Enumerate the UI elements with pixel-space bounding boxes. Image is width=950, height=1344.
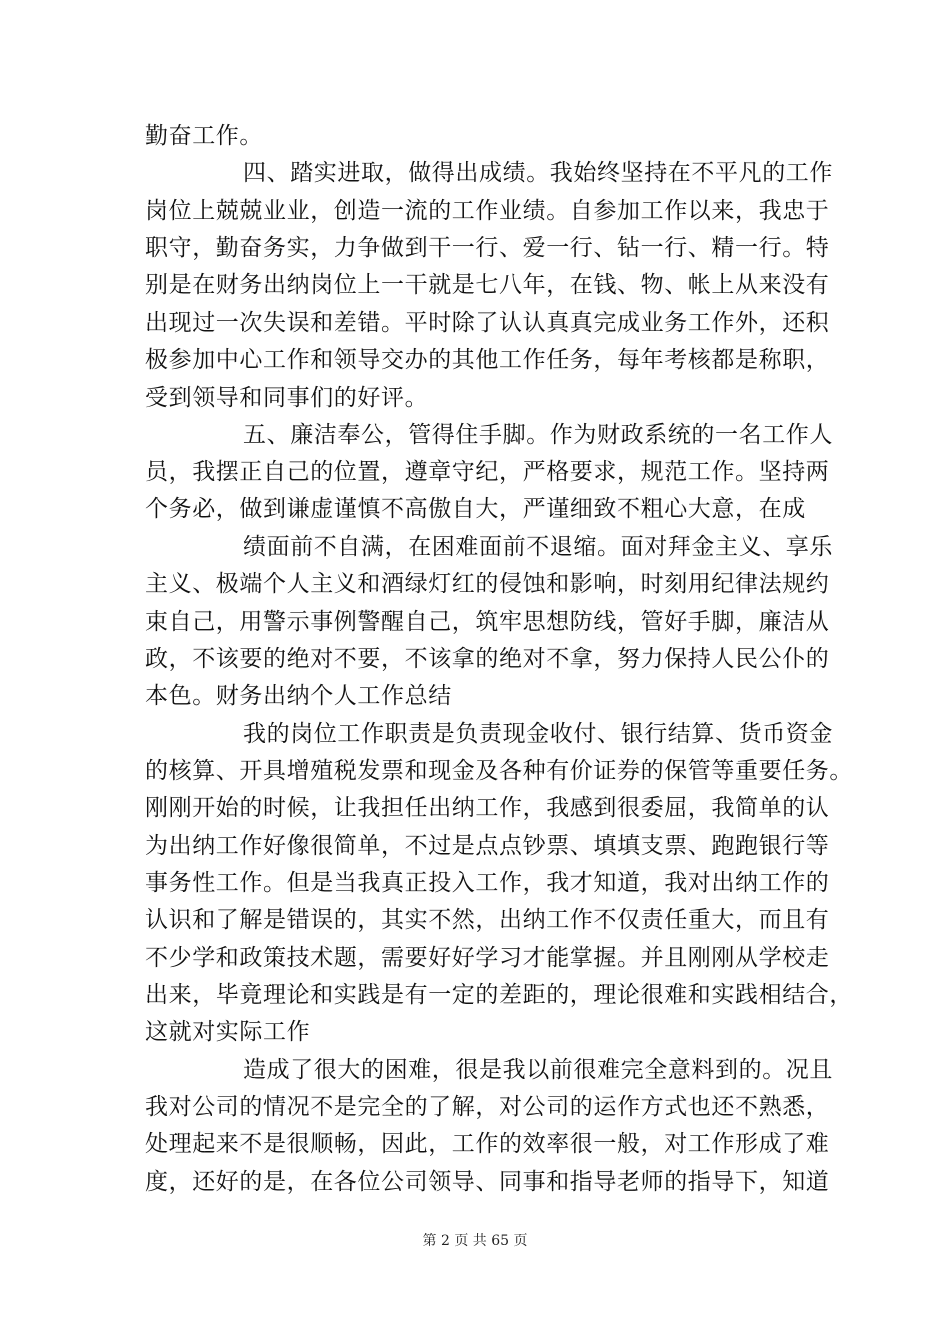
text-line: 主义、极端个人主义和酒绿灯红的侵蚀和影响，时刻用纪律法规约: [145, 571, 830, 597]
footer-prefix: 第: [422, 1233, 437, 1249]
text-line: 员，我摆正自己的位置，遵章守纪，严格要求，规范工作。坚持两: [145, 459, 830, 485]
text-line: 本色。财务出纳个人工作总结: [145, 683, 452, 709]
text-line: 职守，勤奋务实，力争做到干一行、爱一行、钻一行、精一行。特: [145, 235, 830, 261]
text-line: 认识和了解是错误的，其实不然，出纳工作不仅责任重大，而且有: [145, 907, 830, 933]
text-line: 度，还好的是，在各位公司领导、同事和指导老师的指导下，知道: [145, 1169, 830, 1195]
text-line: 绩面前不自满，在困难面前不退缩。面对拜金主义、享乐: [243, 534, 833, 560]
text-line: 勤奋工作。: [145, 123, 263, 149]
text-line: 出现过一次失误和差错。平时除了认认真真完成业务工作外，还积: [145, 310, 830, 336]
text-line: 束自己，用警示事例警醒自己，筑牢思想防线，管好手脚，廉洁从: [145, 609, 830, 635]
text-line: 处理起来不是很顺畅，因此，工作的效率很一般，对工作形成了难: [145, 1131, 830, 1157]
text-line: 别是在财务出纳岗位上一干就是七八年，在钱、物、帐上从来没有: [145, 272, 830, 298]
footer-suffix: 页: [513, 1233, 528, 1249]
text-line: 我的岗位工作职责是负责现金收付、银行结算、货币资金: [243, 721, 833, 747]
text-line: 个务必，做到谦虚谨慎不高傲自大，严谨细致不粗心大意，在成: [145, 496, 806, 522]
total-pages-number: 65: [491, 1233, 510, 1249]
footer-middle: 页 共: [454, 1233, 487, 1249]
text-line: 这就对实际工作: [145, 1019, 311, 1045]
text-line: 四、踏实进取，做得出成绩。我始终坚持在不平凡的工作: [243, 160, 833, 186]
text-line: 我对公司的情况不是完全的了解，对公司的运作方式也还不熟悉，: [145, 1094, 830, 1120]
text-line: 五、廉洁奉公，管得住手脚。作为财政系统的一名工作人: [243, 422, 833, 448]
text-line: 不少学和政策技术题，需要好好学习才能掌握。并且刚刚从学校走: [145, 945, 830, 971]
text-line: 极参加中心工作和领导交办的其他工作任务，每年考核都是称职，: [145, 347, 830, 373]
text-line: 的核算、开具增殖税发票和现金及各种有价证券的保管等重要任务。: [145, 758, 853, 784]
text-line: 事务性工作。但是当我真正投入工作，我才知道，我对出纳工作的: [145, 870, 830, 896]
text-line: 政，不该要的绝对不要，不该拿的绝对不拿，努力保持人民公仆的: [145, 646, 830, 672]
current-page-number: 2: [440, 1233, 450, 1249]
text-line: 受到领导和同事们的好评。: [145, 385, 429, 411]
text-line: 出来，毕竟理论和实践是有一定的差距的，理论很难和实践相结合，: [145, 982, 853, 1008]
text-line: 造成了很大的困难，很是我以前很难完全意料到的。况且: [243, 1057, 833, 1083]
text-line: 为出纳工作好像很简单，不过是点点钞票、填填支票、跑跑银行等: [145, 833, 830, 859]
page-number-footer: [0, 1232, 950, 1250]
text-line: 刚刚开始的时候，让我担任出纳工作，我感到很委屈，我简单的认: [145, 795, 830, 821]
text-line: 岗位上兢兢业业，创造一流的工作业绩。自参加工作以来，我忠于: [145, 198, 830, 224]
